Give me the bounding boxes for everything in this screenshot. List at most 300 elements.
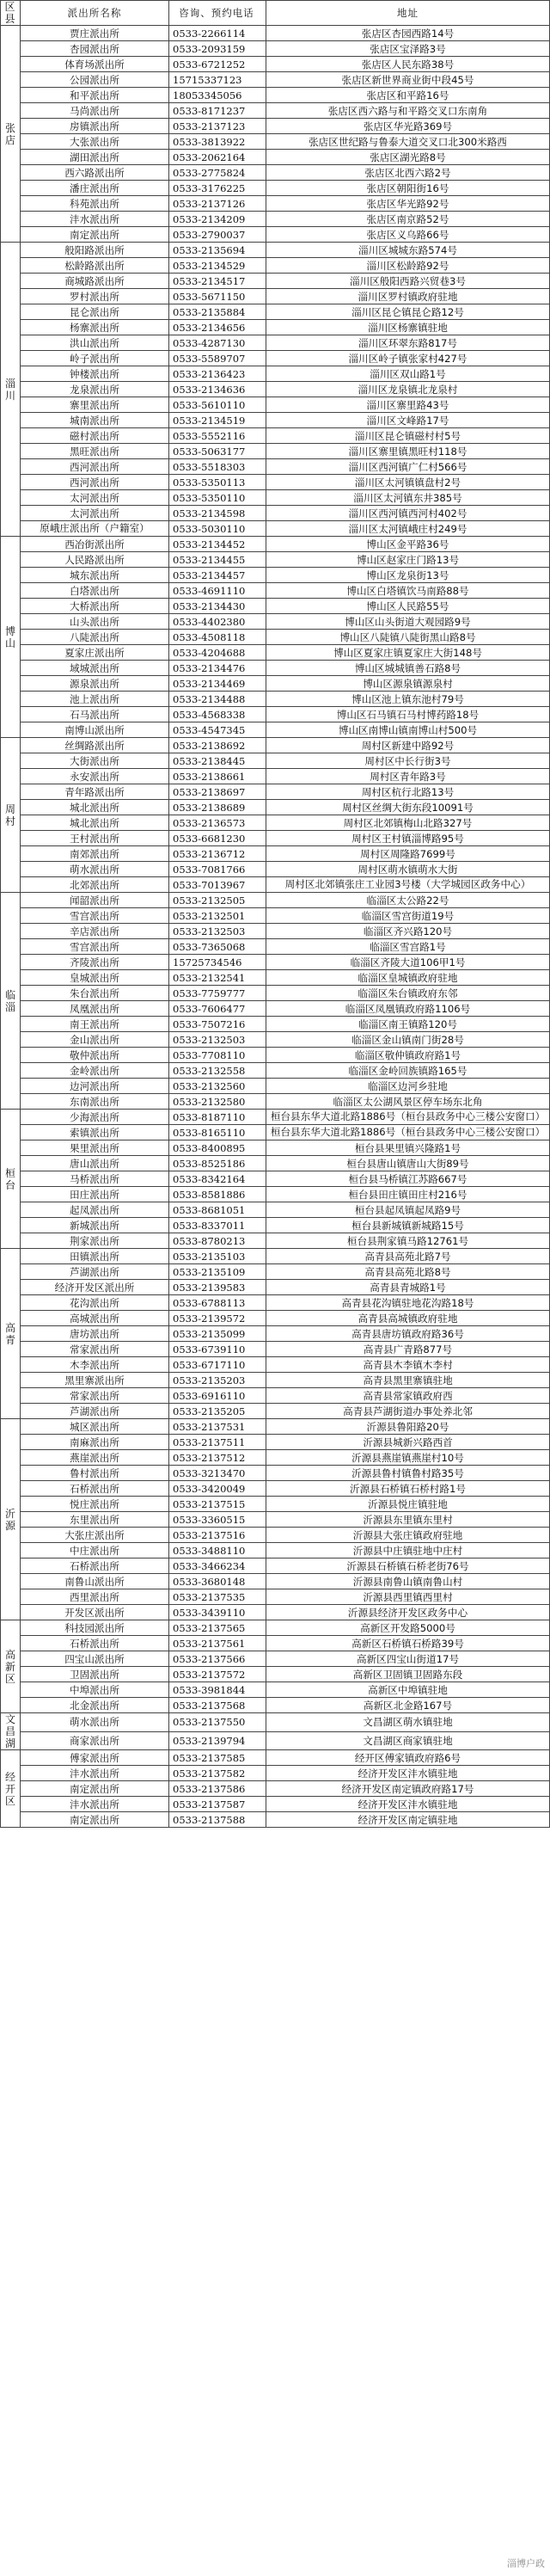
station-name-cell: 和平派出所 <box>21 88 169 103</box>
station-name-cell: 索镇派出所 <box>21 1125 169 1140</box>
phone-cell: 0533-7759777 <box>169 986 266 1001</box>
phone-cell: 0533-2137587 <box>169 1797 266 1812</box>
table-row <box>1 335 550 351</box>
station-name-cell: 果里派出所 <box>21 1140 169 1156</box>
phone-cell: 0533-6717110 <box>169 1357 266 1373</box>
table-row <box>1 1125 550 1140</box>
phone-cell: 0533-2138697 <box>169 784 266 800</box>
address-cell: 沂源县城新兴路西首 <box>266 1435 550 1450</box>
phone-cell: 0533-2266114 <box>169 26 266 41</box>
address-cell: 桓台县果里镇兴隆路1号 <box>266 1140 550 1156</box>
address-cell: 淄川区龙泉镇北龙泉村 <box>266 382 550 397</box>
address-cell: 周村区丝绸大街东段10091号 <box>266 800 550 815</box>
station-name-cell: 悦庄派出所 <box>21 1497 169 1512</box>
address-cell: 临淄区敬仲镇政府路1号 <box>266 1048 550 1063</box>
address-cell: 沂源县南鲁山镇南鲁山村 <box>266 1574 550 1589</box>
phone-cell: 0533-3466234 <box>169 1559 266 1574</box>
table-row <box>1 1667 550 1682</box>
station-name-cell: 域城派出所 <box>21 661 169 676</box>
station-name-cell: 新城派出所 <box>21 1218 169 1233</box>
table-row <box>1 1620 550 1636</box>
phone-cell: 0533-5063177 <box>169 444 266 459</box>
phone-cell: 0533-2139583 <box>169 1280 266 1295</box>
address-cell: 沂源县鲁阳路20号 <box>266 1419 550 1435</box>
phone-cell: 0533-2135205 <box>169 1404 266 1419</box>
phone-cell: 0533-8780213 <box>169 1233 266 1249</box>
station-name-cell: 池上派出所 <box>21 692 169 707</box>
table-row <box>1 459 550 475</box>
table-row <box>1 784 550 800</box>
station-name-cell: 太河派出所 <box>21 506 169 521</box>
station-name-cell: 西河派出所 <box>21 475 169 490</box>
address-cell: 经开区傅家镇政府路6号 <box>266 1750 550 1766</box>
table-row <box>1 1156 550 1171</box>
address-cell: 桓台县东华大道北路1886号（桓台县政务中心三楼公安窗口） <box>266 1125 550 1140</box>
address-cell: 桓台县荆家镇马路12761号 <box>266 1233 550 1249</box>
phone-cell: 0533-2135103 <box>169 1249 266 1264</box>
address-cell: 周村区萌水镇萌水大街 <box>266 862 550 877</box>
table-row <box>1 1651 550 1667</box>
table-row <box>1 877 550 893</box>
header-district: 区县 <box>1 1 21 26</box>
table-row <box>1 521 550 537</box>
table-row <box>1 986 550 1001</box>
table-row <box>1 1249 550 1264</box>
station-name-cell: 西里派出所 <box>21 1589 169 1605</box>
phone-cell: 0533-2137531 <box>169 1419 266 1435</box>
station-name-cell: 大张庄派出所 <box>21 1528 169 1543</box>
table-row <box>1 599 550 614</box>
station-name-cell: 唐山派出所 <box>21 1156 169 1171</box>
district-cell: 桓台 <box>1 1110 21 1249</box>
station-name-cell: 萌水派出所 <box>21 862 169 877</box>
table-row <box>1 1682 550 1698</box>
district-cell: 周村 <box>1 738 21 893</box>
station-name-cell: 敬仲派出所 <box>21 1048 169 1063</box>
table-row <box>1 661 550 676</box>
address-cell: 临淄区齐陵大道106甲1号 <box>266 955 550 970</box>
phone-cell: 0533-2134455 <box>169 552 266 568</box>
phone-cell: 0533-2138689 <box>169 800 266 815</box>
phone-cell: 0533-2137572 <box>169 1667 266 1682</box>
district-cell: 沂源 <box>1 1419 21 1620</box>
phone-cell: 0533-2132503 <box>169 924 266 939</box>
address-cell: 桓台县新城镇新城路15号 <box>266 1218 550 1233</box>
station-name-cell: 中庄派出所 <box>21 1543 169 1559</box>
phone-cell: 0533-8581886 <box>169 1187 266 1202</box>
address-cell: 周村区周隆路7699号 <box>266 846 550 862</box>
address-cell: 桓台县起凤镇起凤路9号 <box>266 1202 550 1218</box>
address-cell: 博山区池上镇东池村79号 <box>266 692 550 707</box>
table-row <box>1 1419 550 1435</box>
station-name-cell: 贾庄派出所 <box>21 26 169 41</box>
table-row <box>1 413 550 428</box>
district-cell: 高新区 <box>1 1620 21 1713</box>
address-cell: 周村区王村镇淄博路95号 <box>266 831 550 846</box>
address-cell: 经济开发区南定镇政府路17号 <box>266 1781 550 1797</box>
address-cell: 周村区杭行北路13号 <box>266 784 550 800</box>
table-row <box>1 630 550 645</box>
table-row <box>1 490 550 506</box>
address-cell: 周村区新建中路92号 <box>266 738 550 753</box>
phone-cell: 0533-8342164 <box>169 1171 266 1187</box>
table-row <box>1 382 550 397</box>
table-row <box>1 955 550 970</box>
station-name-cell: 大街派出所 <box>21 753 169 769</box>
phone-cell: 0533-2137550 <box>169 1713 266 1732</box>
table-row <box>1 1280 550 1295</box>
station-name-cell: 杨寨派出所 <box>21 320 169 335</box>
station-name-cell: 芦湖派出所 <box>21 1404 169 1419</box>
table-row <box>1 1543 550 1559</box>
station-name-cell: 鲁村派出所 <box>21 1466 169 1481</box>
phone-cell: 0533-2138445 <box>169 753 266 769</box>
station-name-cell: 西河派出所 <box>21 459 169 475</box>
address-cell: 高青县黑里寨镇驻地 <box>266 1373 550 1388</box>
phone-cell: 0533-2132580 <box>169 1094 266 1110</box>
phone-cell: 0533-3360515 <box>169 1512 266 1528</box>
table-row <box>1 1559 550 1574</box>
station-name-cell: 夏家庄派出所 <box>21 645 169 661</box>
address-cell: 博山区白塔镇饮马南路88号 <box>266 583 550 599</box>
header-address: 地址 <box>266 1 550 26</box>
station-name-cell: 南鲁山派出所 <box>21 1574 169 1589</box>
station-name-cell: 马桥派出所 <box>21 1171 169 1187</box>
table-row <box>1 88 550 103</box>
address-cell: 桓台县田庄镇田庄村216号 <box>266 1187 550 1202</box>
address-cell: 张店区义乌路66号 <box>266 227 550 243</box>
district-cell: 博山 <box>1 537 21 738</box>
station-name-cell: 金岭派出所 <box>21 1063 169 1079</box>
table-row <box>1 1589 550 1605</box>
address-cell: 高青县芦湖街道办事处养北邻 <box>266 1404 550 1419</box>
phone-cell: 0533-8681051 <box>169 1202 266 1218</box>
table-row <box>1 103 550 119</box>
address-cell: 淄川区环翠东路817号 <box>266 335 550 351</box>
table-row <box>1 1698 550 1713</box>
table-row <box>1 165 550 181</box>
station-name-cell: 沣水派出所 <box>21 212 169 227</box>
address-cell: 沂源县西里镇西里村 <box>266 1589 550 1605</box>
address-cell: 张店区南京路52号 <box>266 212 550 227</box>
table-row <box>1 304 550 320</box>
header-row <box>1 1 550 26</box>
address-cell: 临淄区金岭回族镇路165号 <box>266 1063 550 1079</box>
table-row <box>1 1750 550 1766</box>
phone-cell: 0533-8525186 <box>169 1156 266 1171</box>
station-name-cell: 太河派出所 <box>21 490 169 506</box>
station-name-cell: 南麻派出所 <box>21 1435 169 1450</box>
table-row <box>1 568 550 583</box>
station-name-cell: 常家派出所 <box>21 1342 169 1357</box>
address-cell: 桓台县唐山镇唐山大街89号 <box>266 1156 550 1171</box>
phone-cell: 0533-7507216 <box>169 1017 266 1032</box>
address-cell: 文昌湖区萌水镇驻地 <box>266 1713 550 1732</box>
table-body <box>1 26 550 1828</box>
station-name-cell: 钟楼派出所 <box>21 366 169 382</box>
address-cell: 博山区八陡镇八陡街黑山路8号 <box>266 630 550 645</box>
address-cell: 沂源县悦庄镇驻地 <box>266 1497 550 1512</box>
phone-cell: 0533-2137586 <box>169 1781 266 1797</box>
table-row <box>1 119 550 134</box>
address-cell: 张店区人民东路38号 <box>266 57 550 72</box>
station-name-cell: 城南派出所 <box>21 413 169 428</box>
station-name-cell: 高城派出所 <box>21 1311 169 1326</box>
phone-cell: 0533-7013967 <box>169 877 266 893</box>
phone-cell: 0533-2135694 <box>169 243 266 258</box>
table-row <box>1 397 550 413</box>
phone-cell: 0533-2137123 <box>169 119 266 134</box>
station-name-cell: 四宝山派出所 <box>21 1651 169 1667</box>
phone-cell: 0533-2138661 <box>169 769 266 784</box>
address-cell: 博山区南博山镇南博山村500号 <box>266 722 550 738</box>
table-row <box>1 1466 550 1481</box>
station-name-cell: 罗村派出所 <box>21 289 169 304</box>
table-row <box>1 1731 550 1750</box>
phone-cell: 0533-5552116 <box>169 428 266 444</box>
table-row <box>1 1079 550 1094</box>
address-cell: 高青县高苑北路8号 <box>266 1264 550 1280</box>
phone-cell: 0533-2137588 <box>169 1812 266 1828</box>
station-name-cell: 东南派出所 <box>21 1094 169 1110</box>
address-cell: 淄川区寨里镇黑旺村118号 <box>266 444 550 459</box>
phone-cell: 0533-3213470 <box>169 1466 266 1481</box>
phone-cell: 0533-2139794 <box>169 1731 266 1750</box>
station-name-cell: 城区派出所 <box>21 1419 169 1435</box>
table-row <box>1 939 550 955</box>
phone-cell: 0533-3680148 <box>169 1574 266 1589</box>
table-row <box>1 800 550 815</box>
station-name-cell: 花沟派出所 <box>21 1295 169 1311</box>
address-cell: 桓台县东华大道北路1886号（桓台县政务中心三楼公安窗口） <box>266 1110 550 1125</box>
phone-cell: 0533-4547345 <box>169 722 266 738</box>
address-cell: 高青县唐坊镇政府路36号 <box>266 1326 550 1342</box>
station-name-cell: 永安派出所 <box>21 769 169 784</box>
address-cell: 张店区世纪路与鲁泰大道交叉口北300米路西 <box>266 134 550 150</box>
phone-cell: 18053345056 <box>169 88 266 103</box>
phone-cell: 0533-2132560 <box>169 1079 266 1094</box>
table-row <box>1 1373 550 1388</box>
district-cell: 高青 <box>1 1249 21 1419</box>
table-row <box>1 196 550 212</box>
phone-cell: 0533-6721252 <box>169 57 266 72</box>
table-row <box>1 1766 550 1781</box>
address-cell: 张店区宝泽路3号 <box>266 41 550 57</box>
table-row <box>1 212 550 227</box>
station-name-cell: 城北派出所 <box>21 800 169 815</box>
phone-cell: 0533-2135884 <box>169 304 266 320</box>
station-name-cell: 北郊派出所 <box>21 877 169 893</box>
address-cell: 淄川区太河镇峨庄村249号 <box>266 521 550 537</box>
station-name-cell: 凤凰派出所 <box>21 1001 169 1017</box>
station-name-cell: 马尚派出所 <box>21 103 169 119</box>
phone-cell: 0533-5518303 <box>169 459 266 475</box>
address-cell: 高青县木李镇木李村 <box>266 1357 550 1373</box>
table-row <box>1 1187 550 1202</box>
table-row <box>1 506 550 521</box>
table-header <box>1 1 550 26</box>
station-name-cell: 大张派出所 <box>21 134 169 150</box>
table-row <box>1 1311 550 1326</box>
address-cell: 淄川区昆仑镇磁村村5号 <box>266 428 550 444</box>
phone-cell: 0533-2134476 <box>169 661 266 676</box>
address-cell: 高青县常家镇政府西 <box>266 1388 550 1404</box>
address-cell: 淄川区岭子镇张家村427号 <box>266 351 550 366</box>
table-row <box>1 1295 550 1311</box>
address-cell: 博山区龙泉街13号 <box>266 568 550 583</box>
table-row <box>1 1171 550 1187</box>
table-row <box>1 258 550 274</box>
address-cell: 博山区山头街道大观园路9号 <box>266 614 550 630</box>
phone-cell: 0533-2134519 <box>169 413 266 428</box>
table-row <box>1 738 550 753</box>
address-cell: 博山区金平路36号 <box>266 537 550 552</box>
phone-cell: 0533-4402380 <box>169 614 266 630</box>
station-name-cell: 南定派出所 <box>21 1812 169 1828</box>
station-name-cell: 丝绸路派出所 <box>21 738 169 753</box>
table-row <box>1 831 550 846</box>
phone-cell: 0533-5671150 <box>169 289 266 304</box>
station-name-cell: 石桥派出所 <box>21 1481 169 1497</box>
phone-cell: 0533-2134469 <box>169 676 266 692</box>
table-row <box>1 1404 550 1419</box>
phone-cell: 0533-8171237 <box>169 103 266 119</box>
address-cell: 沂源县东里镇东里村 <box>266 1512 550 1528</box>
table-row <box>1 1450 550 1466</box>
table-row <box>1 707 550 722</box>
table-row <box>1 583 550 599</box>
address-cell: 高新区中埠镇驻地 <box>266 1682 550 1698</box>
station-name-cell: 卫固派出所 <box>21 1667 169 1682</box>
address-cell: 张店区杏园西路14号 <box>266 26 550 41</box>
station-name-cell: 荆家派出所 <box>21 1233 169 1249</box>
phone-cell: 0533-3813922 <box>169 134 266 150</box>
station-name-cell: 唐坊派出所 <box>21 1326 169 1342</box>
table-row <box>1 57 550 72</box>
address-cell: 沂源县石桥镇石桥村路1号 <box>266 1481 550 1497</box>
phone-cell: 0533-2139572 <box>169 1311 266 1326</box>
table-row <box>1 924 550 939</box>
station-name-cell: 原峨庄派出所（户籍室） <box>21 521 169 537</box>
address-cell: 张店区湖光路8号 <box>266 150 550 165</box>
address-cell: 文昌湖区商家镇驻地 <box>266 1731 550 1750</box>
station-name-cell: 人民路派出所 <box>21 552 169 568</box>
phone-cell: 0533-2136423 <box>169 366 266 382</box>
table-row <box>1 676 550 692</box>
address-cell: 淄川区城城东路574号 <box>266 243 550 258</box>
address-cell: 张店区北西六路2号 <box>266 165 550 181</box>
station-name-cell: 石马派出所 <box>21 707 169 722</box>
station-name-cell: 洪山派出所 <box>21 335 169 351</box>
phone-cell: 0533-2137585 <box>169 1750 266 1766</box>
address-cell: 高新区四宝山街道17号 <box>266 1651 550 1667</box>
table-row <box>1 537 550 552</box>
station-name-cell: 石桥派出所 <box>21 1636 169 1651</box>
address-cell: 临淄区皇城镇政府驻地 <box>266 970 550 986</box>
station-name-cell: 南定派出所 <box>21 1781 169 1797</box>
address-cell: 临淄区齐兴路120号 <box>266 924 550 939</box>
phone-cell: 0533-2790037 <box>169 227 266 243</box>
table-row <box>1 846 550 862</box>
table-row <box>1 1326 550 1342</box>
address-cell: 博山区石马镇石马村博药路18号 <box>266 707 550 722</box>
address-cell: 周村区北郊镇梅山北路327号 <box>266 815 550 831</box>
table-row <box>1 428 550 444</box>
address-cell: 临淄区雪宫街道19号 <box>266 908 550 924</box>
phone-cell: 0533-3488110 <box>169 1543 266 1559</box>
table-row <box>1 753 550 769</box>
address-cell: 淄川区太河镇东井385号 <box>266 490 550 506</box>
table-row <box>1 645 550 661</box>
table-row <box>1 970 550 986</box>
address-cell: 沂源县石桥镇石桥老街76号 <box>266 1559 550 1574</box>
station-name-cell: 南郊派出所 <box>21 846 169 862</box>
address-cell: 张店区新世界商业街中段45号 <box>266 72 550 88</box>
district-cell: 张店 <box>1 26 21 243</box>
phone-cell: 0533-2137566 <box>169 1651 266 1667</box>
table-row <box>1 1528 550 1543</box>
phone-cell: 15725734546 <box>169 955 266 970</box>
table-row <box>1 614 550 630</box>
phone-cell: 0533-7081766 <box>169 862 266 877</box>
district-cell: 文昌湖 <box>1 1713 21 1750</box>
table-row <box>1 722 550 738</box>
station-name-cell: 八陡派出所 <box>21 630 169 645</box>
header-station-name: 派出所名称 <box>21 1 169 26</box>
phone-cell: 0533-4287130 <box>169 335 266 351</box>
phone-cell: 0533-2775824 <box>169 165 266 181</box>
address-cell: 淄川区双山路1号 <box>266 366 550 382</box>
station-name-cell: 黑旺派出所 <box>21 444 169 459</box>
phone-cell: 0533-5350110 <box>169 490 266 506</box>
station-name-cell: 岭子派出所 <box>21 351 169 366</box>
table-row <box>1 692 550 707</box>
table-row <box>1 1605 550 1620</box>
phone-cell: 0533-2134488 <box>169 692 266 707</box>
station-name-cell: 闻韶派出所 <box>21 893 169 908</box>
address-cell: 高青县青城路1号 <box>266 1280 550 1295</box>
station-name-cell: 杏园派出所 <box>21 41 169 57</box>
table-row <box>1 1636 550 1651</box>
phone-cell: 0533-4691110 <box>169 583 266 599</box>
district-cell: 经开区 <box>1 1750 21 1828</box>
table-row <box>1 351 550 366</box>
table-row <box>1 893 550 908</box>
table-row <box>1 769 550 784</box>
station-name-cell: 磁村派出所 <box>21 428 169 444</box>
address-cell: 高新区石桥镇石桥路39号 <box>266 1636 550 1651</box>
station-name-cell: 南王派出所 <box>21 1017 169 1032</box>
phone-cell: 0533-2134529 <box>169 258 266 274</box>
phone-cell: 0533-2134517 <box>169 274 266 289</box>
address-cell: 张店区朝阳街16号 <box>266 181 550 196</box>
station-name-cell: 傅家派出所 <box>21 1750 169 1766</box>
phone-cell: 0533-2132503 <box>169 1032 266 1048</box>
phone-cell: 0533-2093159 <box>169 41 266 57</box>
address-cell: 高青县广青路877号 <box>266 1342 550 1357</box>
table-row <box>1 134 550 150</box>
phone-cell: 0533-8400895 <box>169 1140 266 1156</box>
address-cell: 博山区源泉镇源泉村 <box>266 676 550 692</box>
table-row <box>1 1110 550 1125</box>
address-cell: 淄川区松龄路92号 <box>266 258 550 274</box>
phone-cell: 0533-7365068 <box>169 939 266 955</box>
table-row <box>1 908 550 924</box>
station-name-cell: 科技园派出所 <box>21 1620 169 1636</box>
address-cell: 淄川区文峰路17号 <box>266 413 550 428</box>
address-cell: 周村区青年路3号 <box>266 769 550 784</box>
table-row <box>1 1032 550 1048</box>
